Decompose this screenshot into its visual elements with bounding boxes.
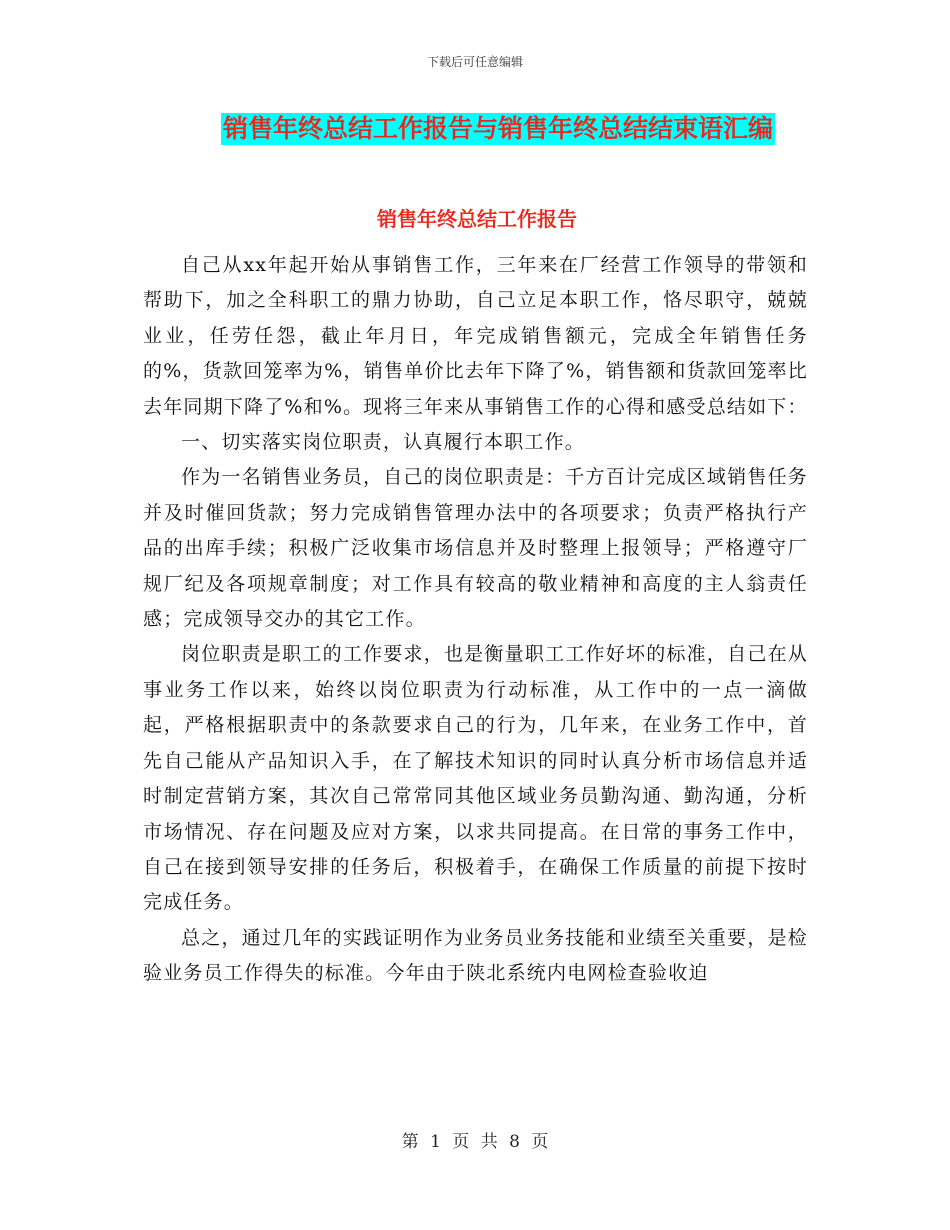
section-title: 销售年终总结工作报告	[377, 207, 577, 231]
paragraph: 作为一名销售业务员，自己的岗位职责是：千方百计完成区域销售任务并及时催回货款；努力完成销售管理办法中的各项要求；负责严格执行产品的出库手续；积极广泛收集市场信息并及时整理上报领导；严格遵守厂规厂纪及各项规章制度；对工作具有较高的敬业精神和高度的主人翁责任感；完成领导交办的其它工作。	[143, 466, 808, 631]
paragraph: 一、切实落实岗位职责，认真履行本职工作。	[181, 431, 586, 454]
paragraph: 总之，通过几年的实践证明作为业务员业务技能和业绩至关重要，是检验业务员工作得失的标准。今年由于陕北系统内电网检查验收迫	[143, 926, 808, 985]
paragraph: 岗位职责是职工的工作要求，也是衡量职工工作好坏的标准，自己在从事业务工作以来，始终以岗位职责为行动标准，从工作中的一点一滴做起，严格根据职责中的条款要求自己的行为，几年来，在业务工作中，首先自己能从产品知识入手，在了解技术知识的同时认真分析市场信息并适时制定营销方案，其次自己常常同其他区域业务员勤沟通、勤沟通，分析市场情况、存在问题及应对方案，以求共同提高。在日常的事务工作中，自己在接到领导安排的任务后，积极着手，在确保工作质量的前提下按时完成任务。	[143, 643, 808, 914]
document-body	[143, 248, 808, 992]
title-container	[0, 113, 950, 145]
paragraph: 自己从xx年起开始从事销售工作，三年来在厂经营工作领导的带领和帮助下，加之全科职工的鼎力协助，自己立足本职工作，恪尽职守，兢兢业业，任劳任怨，截止年月日，年完成销售额元，完成全年销售任务的%，货款回笼率为%，销售单价比去年下降了%，销售额和货款回笼率比去年同期下降了%和%。现将三年来从事销售工作的心得和感受总结如下：	[143, 254, 808, 418]
header-note: 下载后可任意编辑	[426, 55, 523, 69]
page-footer: 第 1 页 共 8 页	[401, 1132, 549, 1152]
document-title: 销售年终总结工作报告与销售年终总结结束语汇编	[222, 114, 773, 143]
